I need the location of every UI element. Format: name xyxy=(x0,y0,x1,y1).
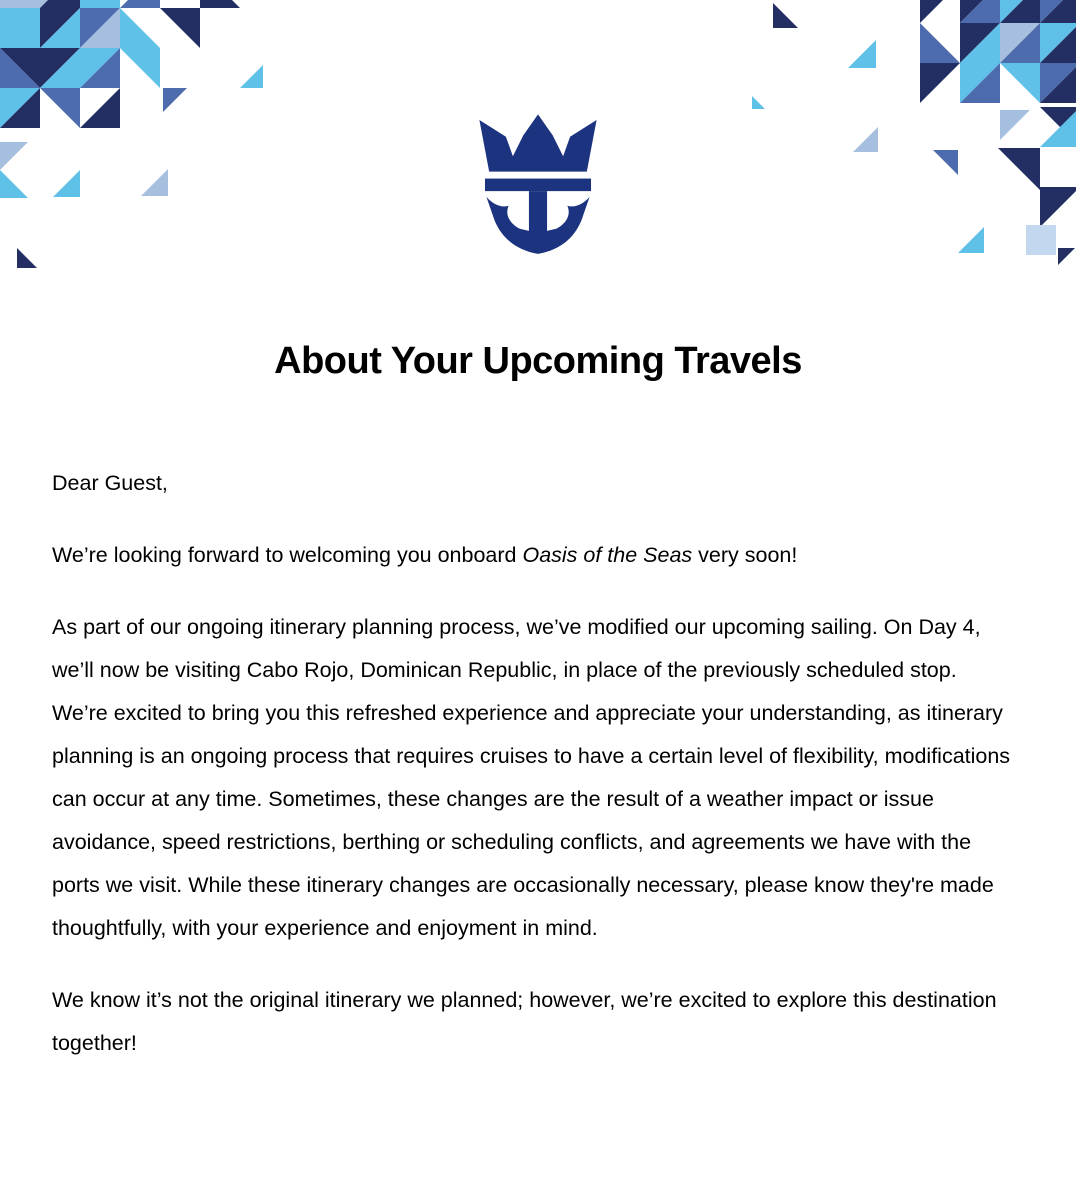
email-banner xyxy=(0,0,1076,292)
crown-anchor-icon xyxy=(468,106,608,256)
welcome-text-before: We’re looking forward to welcoming you onboard xyxy=(52,542,523,567)
paragraph-welcome xyxy=(52,534,1012,577)
page-title: About Your Upcoming Travels xyxy=(274,340,802,382)
paragraph-itinerary-change: As part of our ongoing itinerary planning process, we’ve modified our upcoming sailing. On Day 4, we’ll now be visiting Cabo Rojo, Dominican Republic, in place of the previously scheduled stop. We’re excited to bring you this refreshed experience and appreciate your understanding, as itinerary planning is an ongoing process that requires cruises to have a certain level of flexibility, modifications can occur at any time. Sometimes, these changes are the result of a weather impact or issue avoidance, speed restrictions, berthing or scheduling conflicts, and agreements we have with the ports we visit. While these itinerary changes are occasionally necessary, please know they're made thoughtfully, with your experience and enjoyment in mind. xyxy=(52,614,1011,940)
greeting-text: Dear Guest, xyxy=(52,470,168,495)
welcome-text-after: very soon! xyxy=(692,542,798,567)
email-body xyxy=(0,462,1076,1154)
ship-name: Oasis of the Seas xyxy=(522,542,693,567)
paragraph-closing: We know it’s not the original itinerary we planned; however, we’re excited to explore this destination together! xyxy=(52,987,997,1055)
crown-and-anchor-logo xyxy=(468,106,608,256)
